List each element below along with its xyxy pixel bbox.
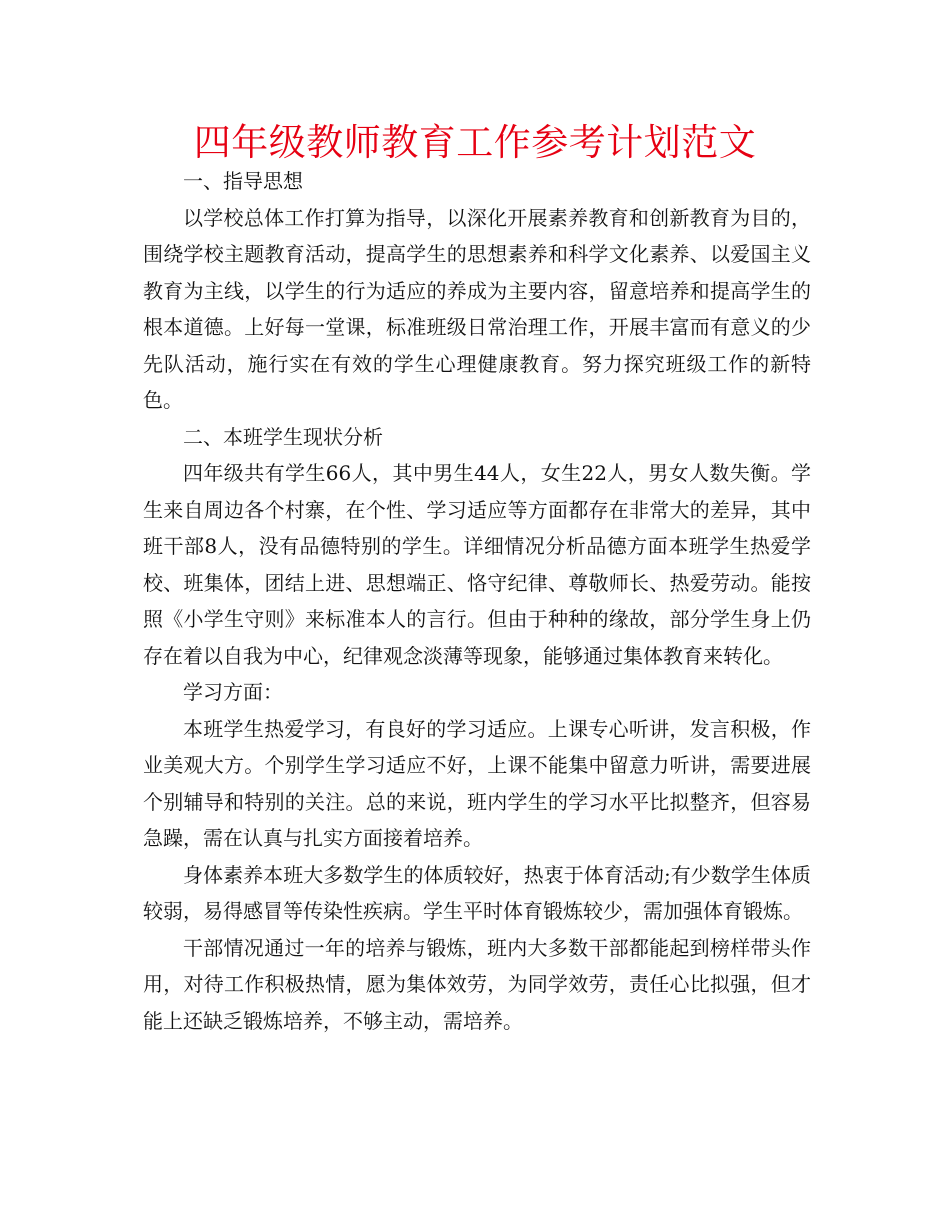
paragraph-class-analysis: 四年级共有学生66人，其中男生44人，女生22人，男女人数失衡。学生来自周边各个村寨，在个性、学习适应等方面都存在非常大的差异，其中班干部8人，没有品德特别的学生。详细情况分析品德方面本班学生热爱学校、班集体，团结上进、思想端正、恪守纪律、尊敬师长、热爱劳动。能按照《小学生守则》来标准本人的言行。但由于种种的缘故，部分学生身上仍存在着以自我为中心，纪律观念淡薄等现象，能够通过集体教育来转化。	[143, 461, 811, 668]
paragraph-guiding-ideology: 以学校总体工作打算为指导，以深化开展素养教育和创新教育为目的，围绕学校主题教育活动，提高学生的思想素养和科学文化素养、以爱国主义教育为主线，以学生的行为适应的养成为主要内容，留意培养和提高学生的根本道德。上好每一堂课，标准班级日常治理工作，开展丰富而有意义的少先队活动，施行实在有效的学生心理健康教育。努力探究班级工作的新特色。	[143, 205, 811, 412]
heading-study-aspect: 学习方面：	[183, 680, 283, 704]
paragraph-physical-quality: 身体素养本班大多数学生的体质较好，热衷于体育活动;有少数学生体质较弱，易得感冒等传染性疾病。学生平时体育锻炼较少，需加强体育锻炼。	[143, 862, 811, 923]
heading-guiding-ideology: 一、指导思想	[183, 169, 303, 193]
heading-class-analysis: 二、本班学生现状分析	[183, 424, 383, 449]
document-body	[143, 163, 811, 1039]
document-title: 四年级教师教育工作参考计划范文	[193, 121, 757, 164]
paragraph-study-aspect: 本班学生热爱学习，有良好的学习适应。上课专心听讲，发言积极，作业美观大方。个别学生学习适应不好，上课不能集中留意力听讲，需要进展个别辅导和特别的关注。总的来说，班内学生的学习水平比拟整齐，但容易急躁，需在认真与扎实方面接着培养。	[143, 716, 811, 850]
paragraph-cadre-situation: 干部情况通过一年的培养与锻炼，班内大多数干部都能起到榜样带头作用，对待工作积极热情，愿为集体效劳，为同学效劳，责任心比拟强，但才能上还缺乏锻炼培养，不够主动，需培养。	[143, 935, 811, 1033]
